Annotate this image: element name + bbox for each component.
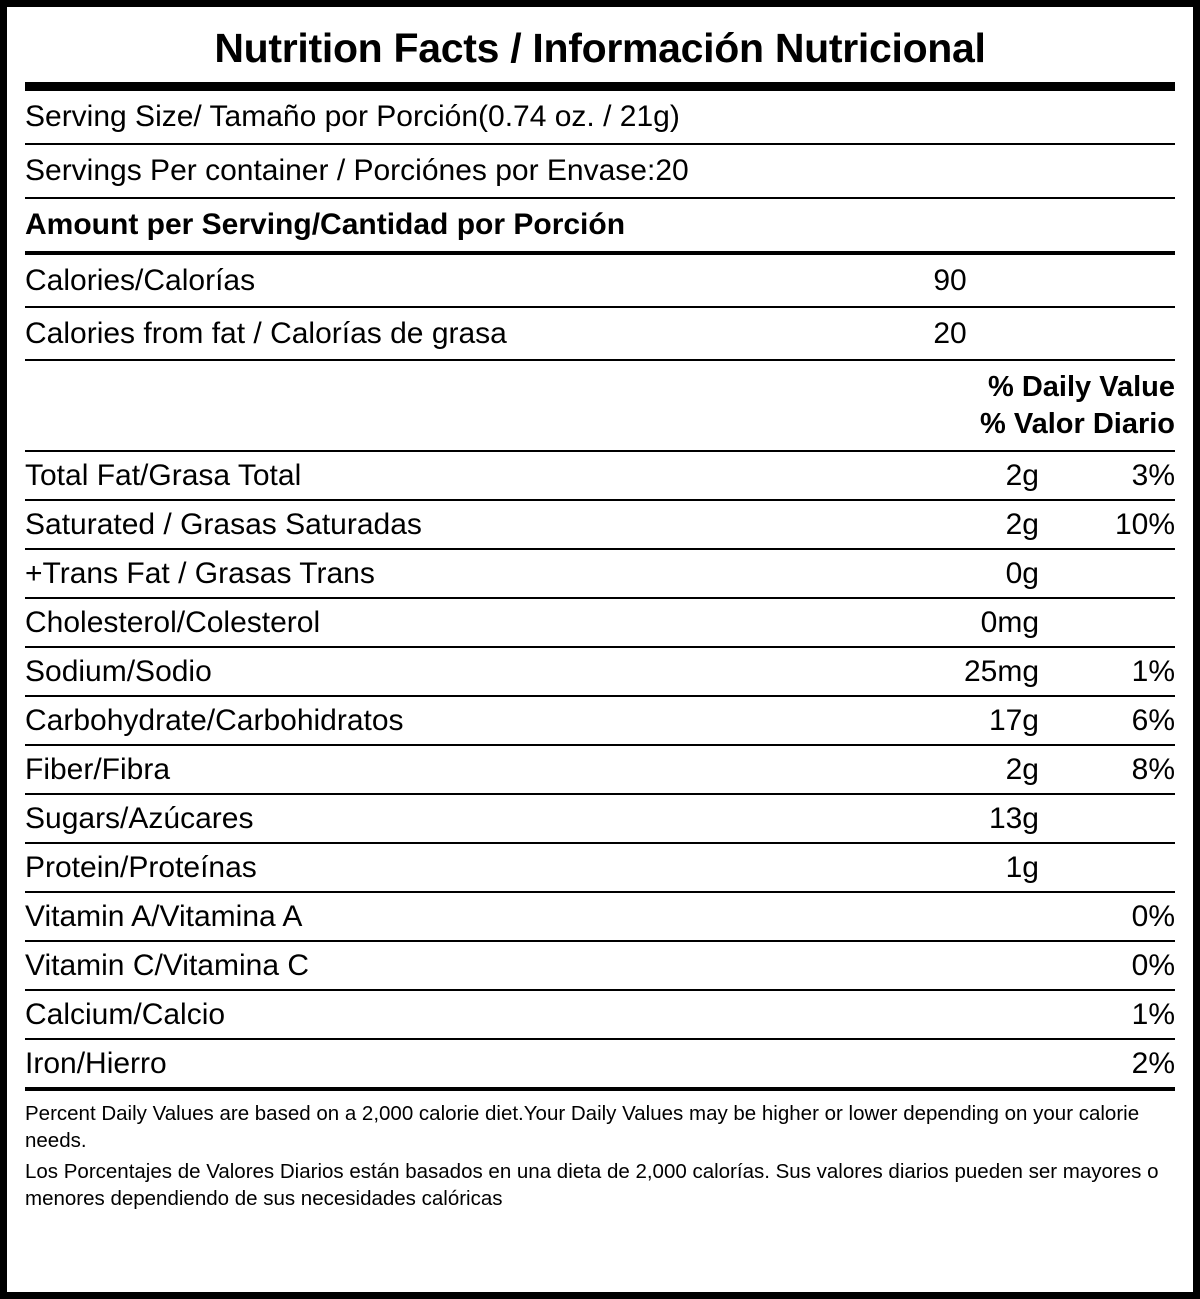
nutrient-amount: 0g bbox=[1005, 557, 1039, 591]
nutrient-name: Calcium/Calcio bbox=[25, 998, 226, 1032]
table-row bbox=[25, 1040, 1175, 1087]
servings-per-container-label: Servings Per container / Porciónes por Envase: bbox=[25, 154, 656, 188]
amount-per-serving-label: Amount per Serving/Cantidad por Porción bbox=[25, 208, 626, 242]
nutrient-name: Carbohydrate/Carbohidratos bbox=[25, 704, 404, 738]
nutrient-name: +Trans Fat / Grasas Trans bbox=[25, 557, 375, 591]
nutrient-name: Cholesterol/Colesterol bbox=[25, 606, 321, 640]
calories-from-fat-value: 20 bbox=[933, 317, 967, 351]
nutrient-name: Saturated / Grasas Saturadas bbox=[25, 508, 422, 542]
nutrient-name: Sugars/Azúcares bbox=[25, 802, 254, 836]
table-row bbox=[25, 746, 1175, 793]
nutrient-daily-value: 2% bbox=[1131, 1047, 1175, 1081]
label-inner bbox=[7, 7, 1193, 1292]
daily-value-header-english: % Daily Value bbox=[988, 371, 1175, 404]
nutrient-name: Fiber/Fibra bbox=[25, 753, 171, 787]
nutrient-daily-value: 1% bbox=[1131, 998, 1175, 1032]
serving-size-label: Serving Size/ Tamaño por Porción bbox=[25, 100, 479, 134]
table-row bbox=[25, 550, 1175, 597]
nutrient-daily-value: 0% bbox=[1131, 949, 1175, 983]
footnote-spanish: Los Porcentajes de Valores Diarios están basados en una dieta de 2,000 calorías. Sus valores diarios pueden ser mayores o menores dependiendo de sus necesidades calóricas bbox=[25, 1160, 1159, 1211]
table-row bbox=[25, 844, 1175, 891]
daily-value-header-spanish: % Valor Diario bbox=[979, 408, 1175, 441]
serving-size-row bbox=[25, 91, 1175, 143]
nutrient-name: Protein/Proteínas bbox=[25, 851, 257, 885]
servings-per-container-value: 20 bbox=[655, 154, 689, 188]
page-title: Nutrition Facts / Información Nutricional bbox=[214, 25, 986, 71]
table-row bbox=[25, 893, 1175, 940]
serving-size-value: (0.74 oz. / 21g) bbox=[478, 100, 680, 134]
nutrient-amount: 2g bbox=[1005, 459, 1039, 493]
nutrient-amount: 0mg bbox=[980, 606, 1039, 640]
calories-from-fat-row bbox=[25, 308, 1175, 359]
servings-per-container-row bbox=[25, 145, 1175, 197]
nutrient-daily-value: 1% bbox=[1131, 655, 1175, 689]
nutrient-amount: 2g bbox=[1005, 753, 1039, 787]
table-row bbox=[25, 795, 1175, 842]
nutrient-name: Vitamin A/Vitamina A bbox=[25, 900, 303, 934]
table-row bbox=[25, 501, 1175, 548]
calories-from-fat-label: Calories from fat / Calorías de grasa bbox=[25, 317, 507, 351]
nutrient-rows bbox=[25, 452, 1175, 1091]
nutrient-name: Vitamin C/Vitamina C bbox=[25, 949, 310, 983]
nutrient-daily-value: 6% bbox=[1131, 704, 1175, 738]
nutrient-amount: 25mg bbox=[963, 655, 1039, 689]
nutrient-name: Sodium/Sodio bbox=[25, 655, 212, 689]
table-row bbox=[25, 452, 1175, 499]
table-row bbox=[25, 991, 1175, 1038]
calories-value: 90 bbox=[933, 264, 967, 298]
nutrient-daily-value: 0% bbox=[1131, 900, 1175, 934]
nutrient-daily-value: 3% bbox=[1131, 459, 1175, 493]
calories-label: Calories/Calorías bbox=[25, 264, 256, 298]
table-row bbox=[25, 942, 1175, 989]
nutrient-name: Iron/Hierro bbox=[25, 1047, 167, 1081]
calories-row bbox=[25, 255, 1175, 306]
nutrient-amount: 13g bbox=[988, 802, 1039, 836]
footnote-english: Percent Daily Values are based on a 2,000 calorie diet.Your Daily Values may be higher or lower depending on your calorie needs. bbox=[25, 1102, 1140, 1153]
table-row bbox=[25, 648, 1175, 695]
divider-thick-top bbox=[25, 82, 1175, 91]
nutrient-amount: 2g bbox=[1005, 508, 1039, 542]
nutrient-daily-value: 10% bbox=[1114, 508, 1175, 542]
nutrient-daily-value: 8% bbox=[1131, 753, 1175, 787]
table-row bbox=[25, 697, 1175, 744]
nutrient-amount: 1g bbox=[1005, 851, 1039, 885]
footnotes bbox=[25, 1091, 1175, 1212]
nutrient-name: Total Fat/Grasa Total bbox=[25, 459, 302, 493]
nutrient-amount: 17g bbox=[988, 704, 1039, 738]
table-row bbox=[25, 599, 1175, 646]
